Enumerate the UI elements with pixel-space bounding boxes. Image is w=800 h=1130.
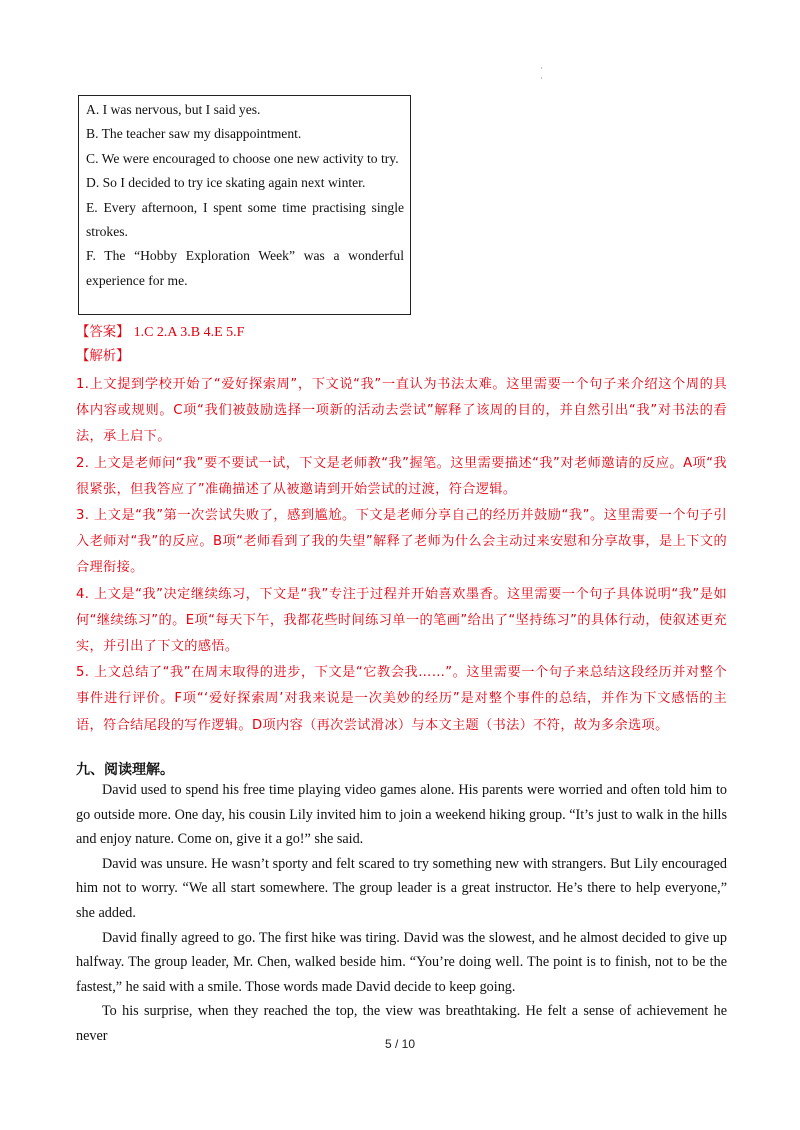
option-f: F. The “Hobby Exploration Week” was a wonderful experience for me. <box>86 248 404 288</box>
analysis-item-2: 2. 上文是老师问“我”要不要试一试，下文是老师教“我”握笔。这里需要描述“我”对老师邀请的反应。A项“我很紧张，但我答应了”准确描述了从被邀请到开始尝试的过渡，符合逻辑。 <box>76 455 727 497</box>
passage-paragraph-4: To his surprise, when they reached the top, the view was breathtaking. He felt a sense of achievement he never <box>76 1003 727 1044</box>
page-number: 5 / 10 <box>384 1037 416 1051</box>
option-e: E. Every afternoon, I spent some time practising single strokes. <box>86 199 404 240</box>
reading-passage <box>76 778 727 1049</box>
option-b: B. The teacher saw my disappointment. <box>86 126 302 142</box>
option-a: A. I was nervous, but I said yes. <box>86 102 261 117</box>
answer-label: 【答案】 <box>76 325 130 340</box>
passage-paragraph-1: David used to spend his free time playing video games alone. His parents were worried and often told him to go outside more. One day, his cousin Lily invited him to join a weekend hiking group. “It’s just to walk in the hills and enjoy nature. Come on, give it a go!” she said. <box>76 782 727 848</box>
option-d: D. So I decided to try ice skating again next winter. <box>86 175 366 191</box>
header-mark: · · <box>540 64 543 84</box>
options-box <box>78 95 411 315</box>
analysis-item-4: 4. 上文是“我”决定继续练习，下文是“我”专注于过程并开始喜欢墨香。这里需要一个句子具体说明“我”是如何“继续练习”的。E项“每天下午，我都花些时间练习单一的笔画”给出了“坚持练习”的具体行动，使叙述更充实，并引出了下文的感悟。 <box>76 586 727 655</box>
analysis-item-3: 3. 上文是“我”第一次尝试失败了，感到尴尬。下文是老师分享自己的经历并鼓励“我”。这里需要一个句子引入老师对“我”的反应。B项“老师看到了我的失望”解释了老师为什么会主动过来安慰和分享故事，是上下文的合理衔接。 <box>76 508 727 576</box>
section-title: 九、阅读理解。 <box>76 762 174 778</box>
passage-paragraph-3: David finally agreed to go. The first hike was tiring. David was the slowest, and he almost decided to give up halfway. The group leader, Mr. Chen, walked beside him. “You’re doing well. The point is to finish, not to be the fastest,” he said with a smile. Those words made David decide to keep going. <box>76 929 727 995</box>
analysis-label: 【解析】 <box>76 349 130 364</box>
option-c: C. We were encouraged to choose one new activity to try. <box>86 150 399 166</box>
analysis-body <box>76 372 727 739</box>
passage-paragraph-2: David was unsure. He wasn’t sporty and felt scared to try something new with strangers. But Lily encouraged him not to worry. “We all start somewhere. The group leader is a great instructor. He’s there to help everyone,” she added. <box>76 855 727 921</box>
answer-line <box>76 322 244 344</box>
analysis-item-1: 1.上文提到学校开始了“爱好探索周”，下文说“我”一直认为书法太难。这里需要一个句子来介绍这个周的具体内容或规则。C项“我们被鼓励选择一项新的活动去尝试”解释了该周的目的，并自然引出“我”对书法的看法，承上启下。 <box>76 377 727 445</box>
analysis-item-5: 5. 上文总结了“我”在周末取得的进步，下文是“它教会我……”。这里需要一个句子来总结这段经历并对整个事件进行评价。F项“‘爱好探索周’对我来说是一次美妙的经历”是对整个事件的总结，并作为下文感悟的主语，符合结尾段的写作逻辑。D项内容（再次尝试滑冰）与本文主题（书法）不符，故为多余选项。 <box>76 665 727 733</box>
answer-values: 1.C 2.A 3.B 4.E 5.F <box>133 325 245 340</box>
